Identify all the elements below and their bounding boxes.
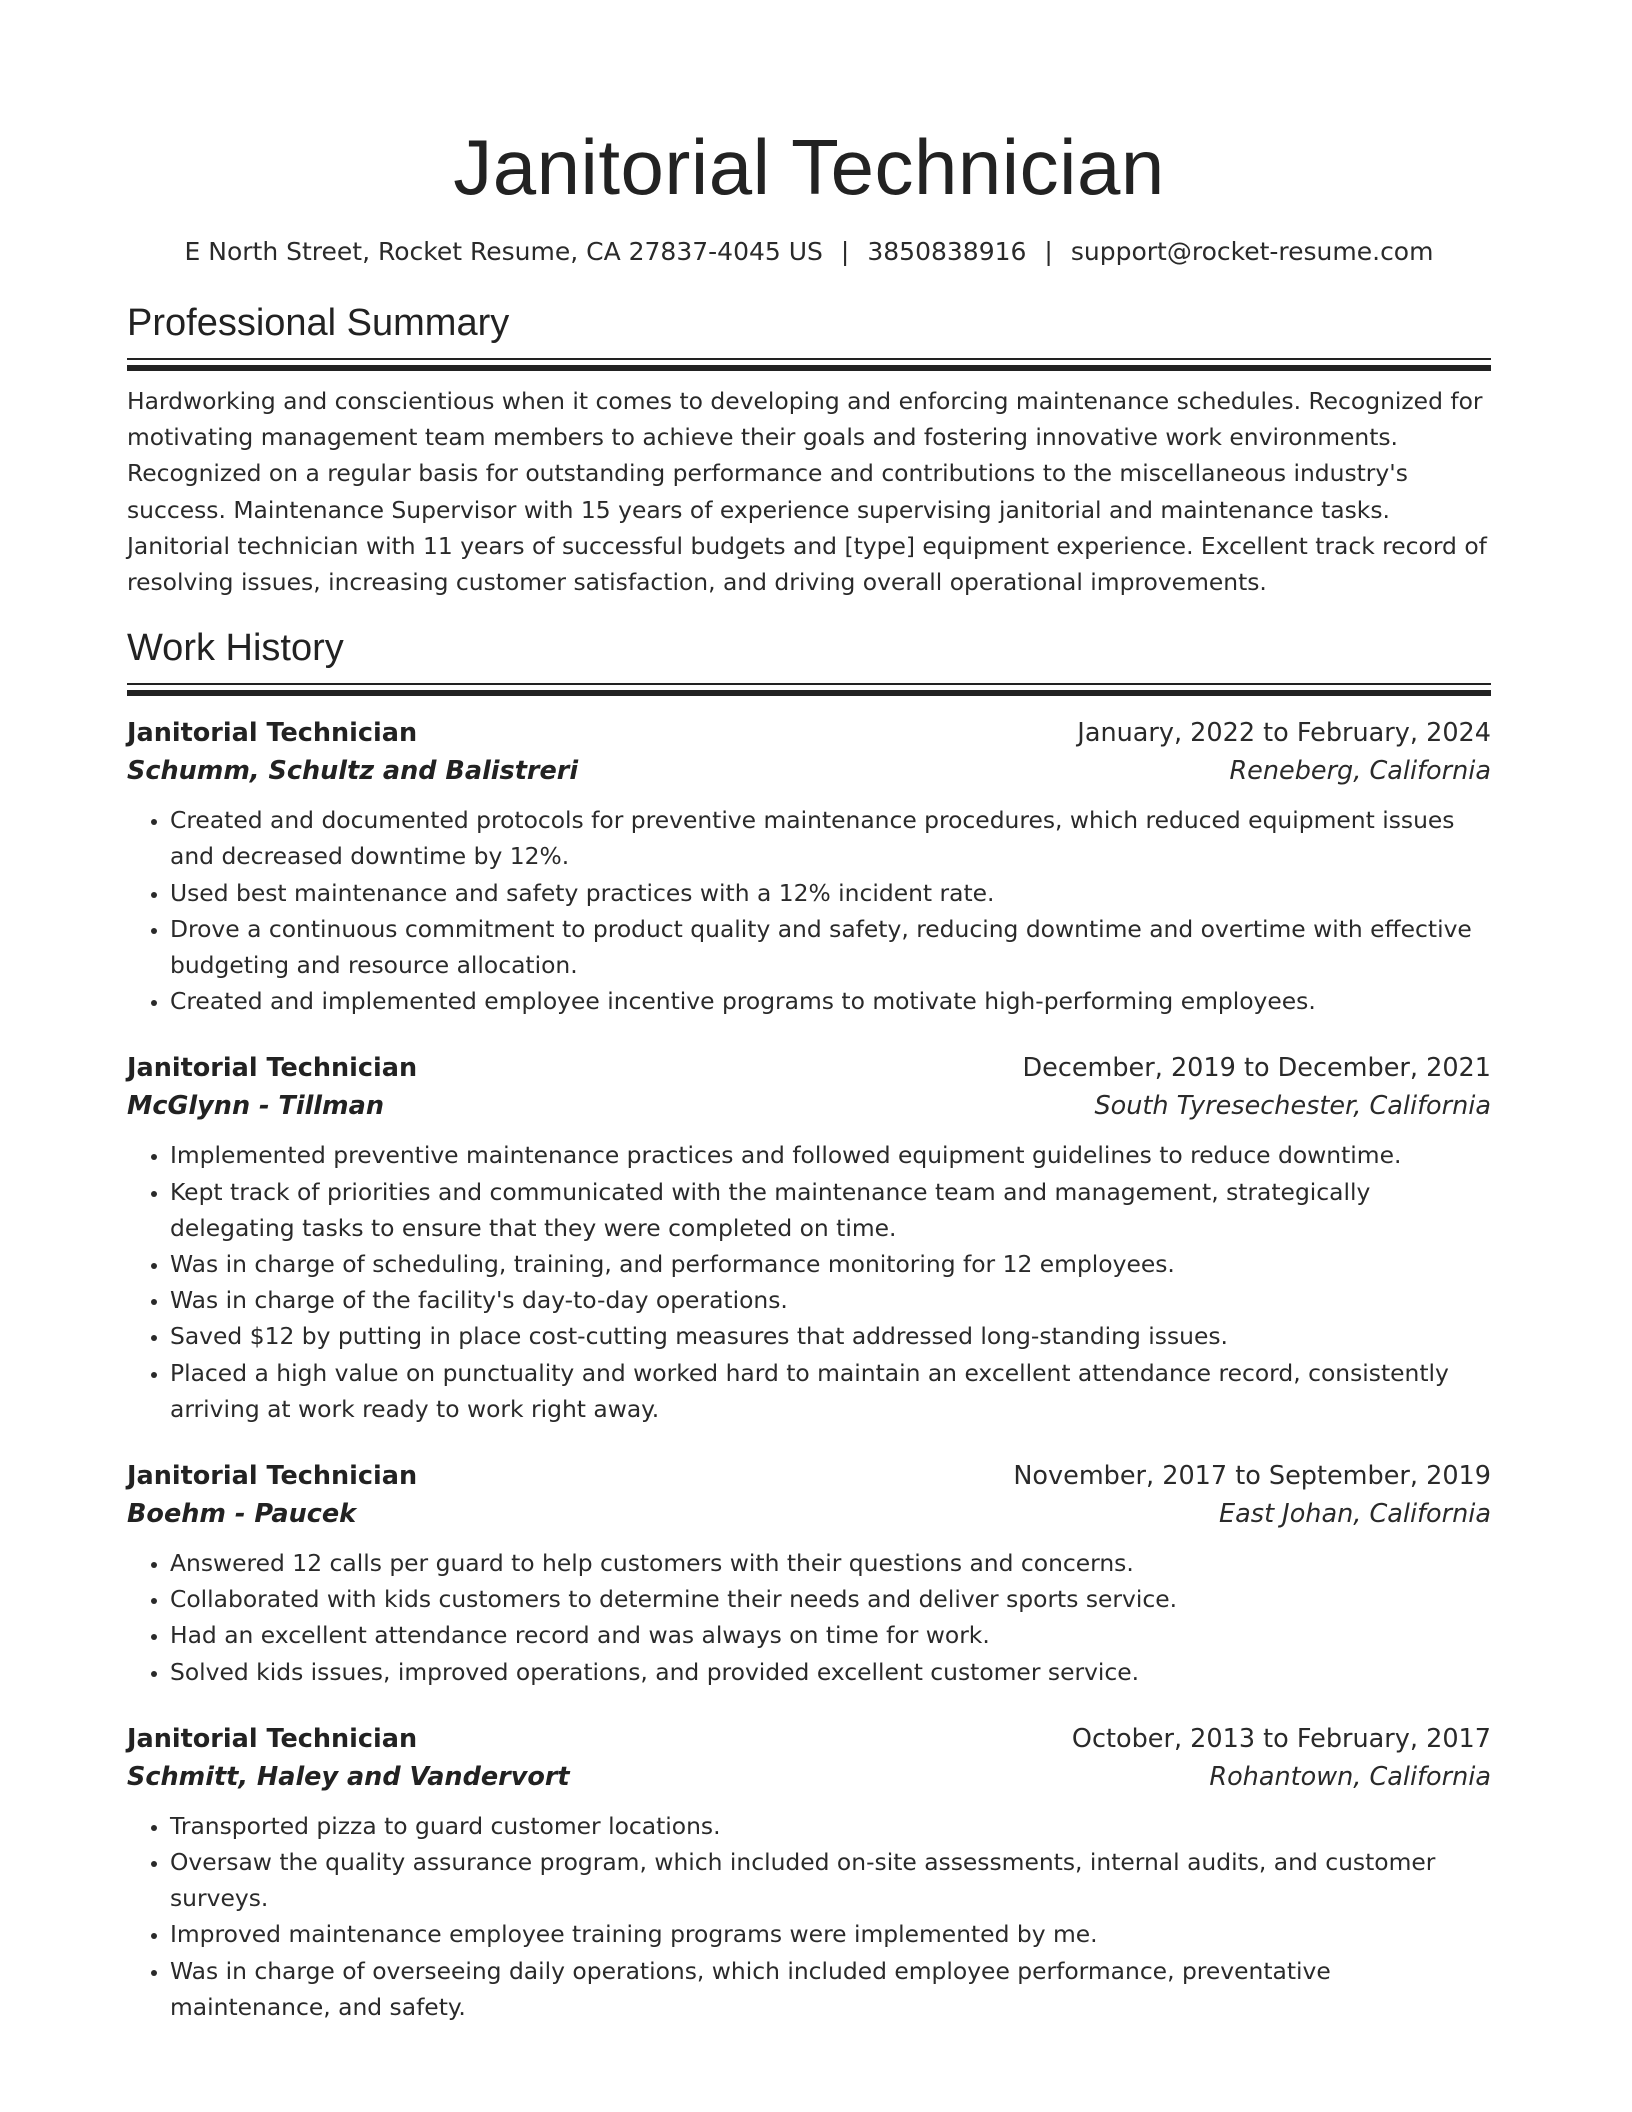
job-company: Boehm - Paucek bbox=[127, 1499, 357, 1530]
job-bullet: • Solved kids issues, improved operations, and provided excellent customer service. bbox=[170, 1654, 1491, 1690]
section-title-work-history: Work History bbox=[127, 627, 344, 670]
job-bullet: • Created and implemented employee incentive programs to motivate high-performing employees. bbox=[170, 983, 1491, 1019]
job-bullet: • Implemented preventive maintenance practices and followed equipment guidelines to reduce downtime. bbox=[170, 1137, 1491, 1173]
section-divider bbox=[127, 358, 1491, 371]
job-bullet: • Improved maintenance employee training programs were implemented by me. bbox=[170, 1916, 1491, 1952]
contact-phone: 3850838916 bbox=[867, 237, 1027, 266]
resume-name: Janitorial Technician bbox=[453, 123, 1165, 211]
job-title: Janitorial Technician bbox=[127, 1461, 418, 1492]
job-bullet: • Was in charge of the facility's day-to-day operations. bbox=[170, 1282, 1491, 1318]
job-company-row bbox=[127, 1495, 1491, 1533]
job-header-row bbox=[127, 714, 1491, 752]
job-bullet: • Drove a continuous commitment to product quality and safety, reducing downtime and overtime with effective budgeting and resource allocation. bbox=[170, 911, 1491, 983]
section-divider bbox=[127, 683, 1491, 696]
job-title: Janitorial Technician bbox=[127, 718, 418, 749]
job-entry bbox=[127, 1457, 1491, 1690]
job-bullet: • Created and documented protocols for preventive maintenance procedures, which reduced equipment issues and decreased downtime by 12%. bbox=[170, 802, 1491, 874]
job-header-row bbox=[127, 1049, 1491, 1087]
job-entry bbox=[127, 1049, 1491, 1427]
job-bullet: • Kept track of priorities and communicated with the maintenance team and management, strategically delegating tasks to ensure that they were completed on time. bbox=[170, 1174, 1491, 1246]
job-company-row bbox=[127, 1087, 1491, 1125]
job-bullets bbox=[127, 1808, 1491, 2025]
job-dates: October, 2013 to February, 2017 bbox=[1071, 1723, 1491, 1754]
job-bullet: • Had an excellent attendance record and was always on time for work. bbox=[170, 1617, 1491, 1653]
job-title: Janitorial Technician bbox=[127, 1723, 418, 1754]
contact-email: support@rocket-resume.com bbox=[1070, 237, 1434, 266]
job-bullet: • Answered 12 calls per guard to help customers with their questions and concerns. bbox=[170, 1545, 1491, 1581]
contact-separator: | bbox=[840, 237, 850, 266]
job-location: Rohantown, California bbox=[1209, 1761, 1491, 1792]
summary-text: Hardworking and conscientious when it comes to developing and enforcing maintenance schedules. Recognized for motivating management team members to achieve their goals and fostering innovative work environments. Recognized on a regular basis for outstanding performance and contributions to the miscellaneous industry's success. Maintenance Supervisor with 15 years of experience supervising janitorial and maintenance tasks. Janitorial technician with 11 years of successful budgets and [type] equipment experience. Excellent track record of resolving issues, increasing customer satisfaction, and driving overall operational improvements. bbox=[127, 387, 1487, 597]
job-bullet: • Used best maintenance and safety practices with a 12% incident rate. bbox=[170, 875, 1491, 911]
job-dates: January, 2022 to February, 2024 bbox=[1077, 718, 1491, 749]
job-location: Reneberg, California bbox=[1229, 756, 1491, 787]
job-bullet: • Transported pizza to guard customer locations. bbox=[170, 1808, 1491, 1844]
job-entry bbox=[127, 1720, 1491, 2025]
job-dates: December, 2019 to December, 2021 bbox=[1022, 1053, 1491, 1084]
job-company: Schmitt, Haley and Vandervort bbox=[127, 1761, 570, 1792]
job-bullet: • Collaborated with kids customers to determine their needs and deliver sports service. bbox=[170, 1581, 1491, 1617]
job-company-row bbox=[127, 752, 1491, 790]
job-bullets bbox=[127, 1545, 1491, 1690]
work-history-section bbox=[127, 626, 1491, 2025]
job-bullet: • Placed a high value on punctuality and worked hard to maintain an excellent attendance record, consistently arriving at work ready to work right away. bbox=[170, 1355, 1491, 1427]
job-dates: November, 2017 to September, 2019 bbox=[1013, 1461, 1491, 1492]
job-company: Schumm, Schultz and Balistreri bbox=[127, 756, 579, 787]
contact-line bbox=[127, 235, 1491, 269]
resume-page bbox=[127, 0, 1491, 2025]
job-location: South Tyresechester, California bbox=[1094, 1091, 1491, 1122]
job-company: McGlynn - Tillman bbox=[127, 1091, 384, 1122]
job-company-row bbox=[127, 1758, 1491, 1796]
section-title-summary: Professional Summary bbox=[127, 302, 510, 344]
job-location: East Johan, California bbox=[1219, 1499, 1491, 1530]
job-header-row bbox=[127, 1720, 1491, 1758]
job-title: Janitorial Technician bbox=[127, 1053, 418, 1084]
job-header-row bbox=[127, 1457, 1491, 1495]
job-bullets bbox=[127, 1137, 1491, 1427]
job-bullet: • Was in charge of overseeing daily operations, which included employee performance, preventative maintenance, and safety. bbox=[170, 1953, 1491, 2025]
job-bullet: • Oversaw the quality assurance program, which included on-site assessments, internal audits, and customer surveys. bbox=[170, 1844, 1491, 1916]
job-bullets bbox=[127, 802, 1491, 1019]
job-entry bbox=[127, 714, 1491, 1019]
contact-separator: | bbox=[1044, 237, 1053, 266]
job-bullet: • Saved $12 by putting in place cost-cutting measures that addressed long-standing issues. bbox=[170, 1318, 1491, 1354]
professional-summary-section bbox=[127, 301, 1491, 600]
contact-address: E North Street, Rocket Resume, CA 27837-4045 US bbox=[184, 237, 823, 266]
job-bullet: • Was in charge of scheduling, training, and performance monitoring for 12 employees. bbox=[170, 1246, 1491, 1282]
